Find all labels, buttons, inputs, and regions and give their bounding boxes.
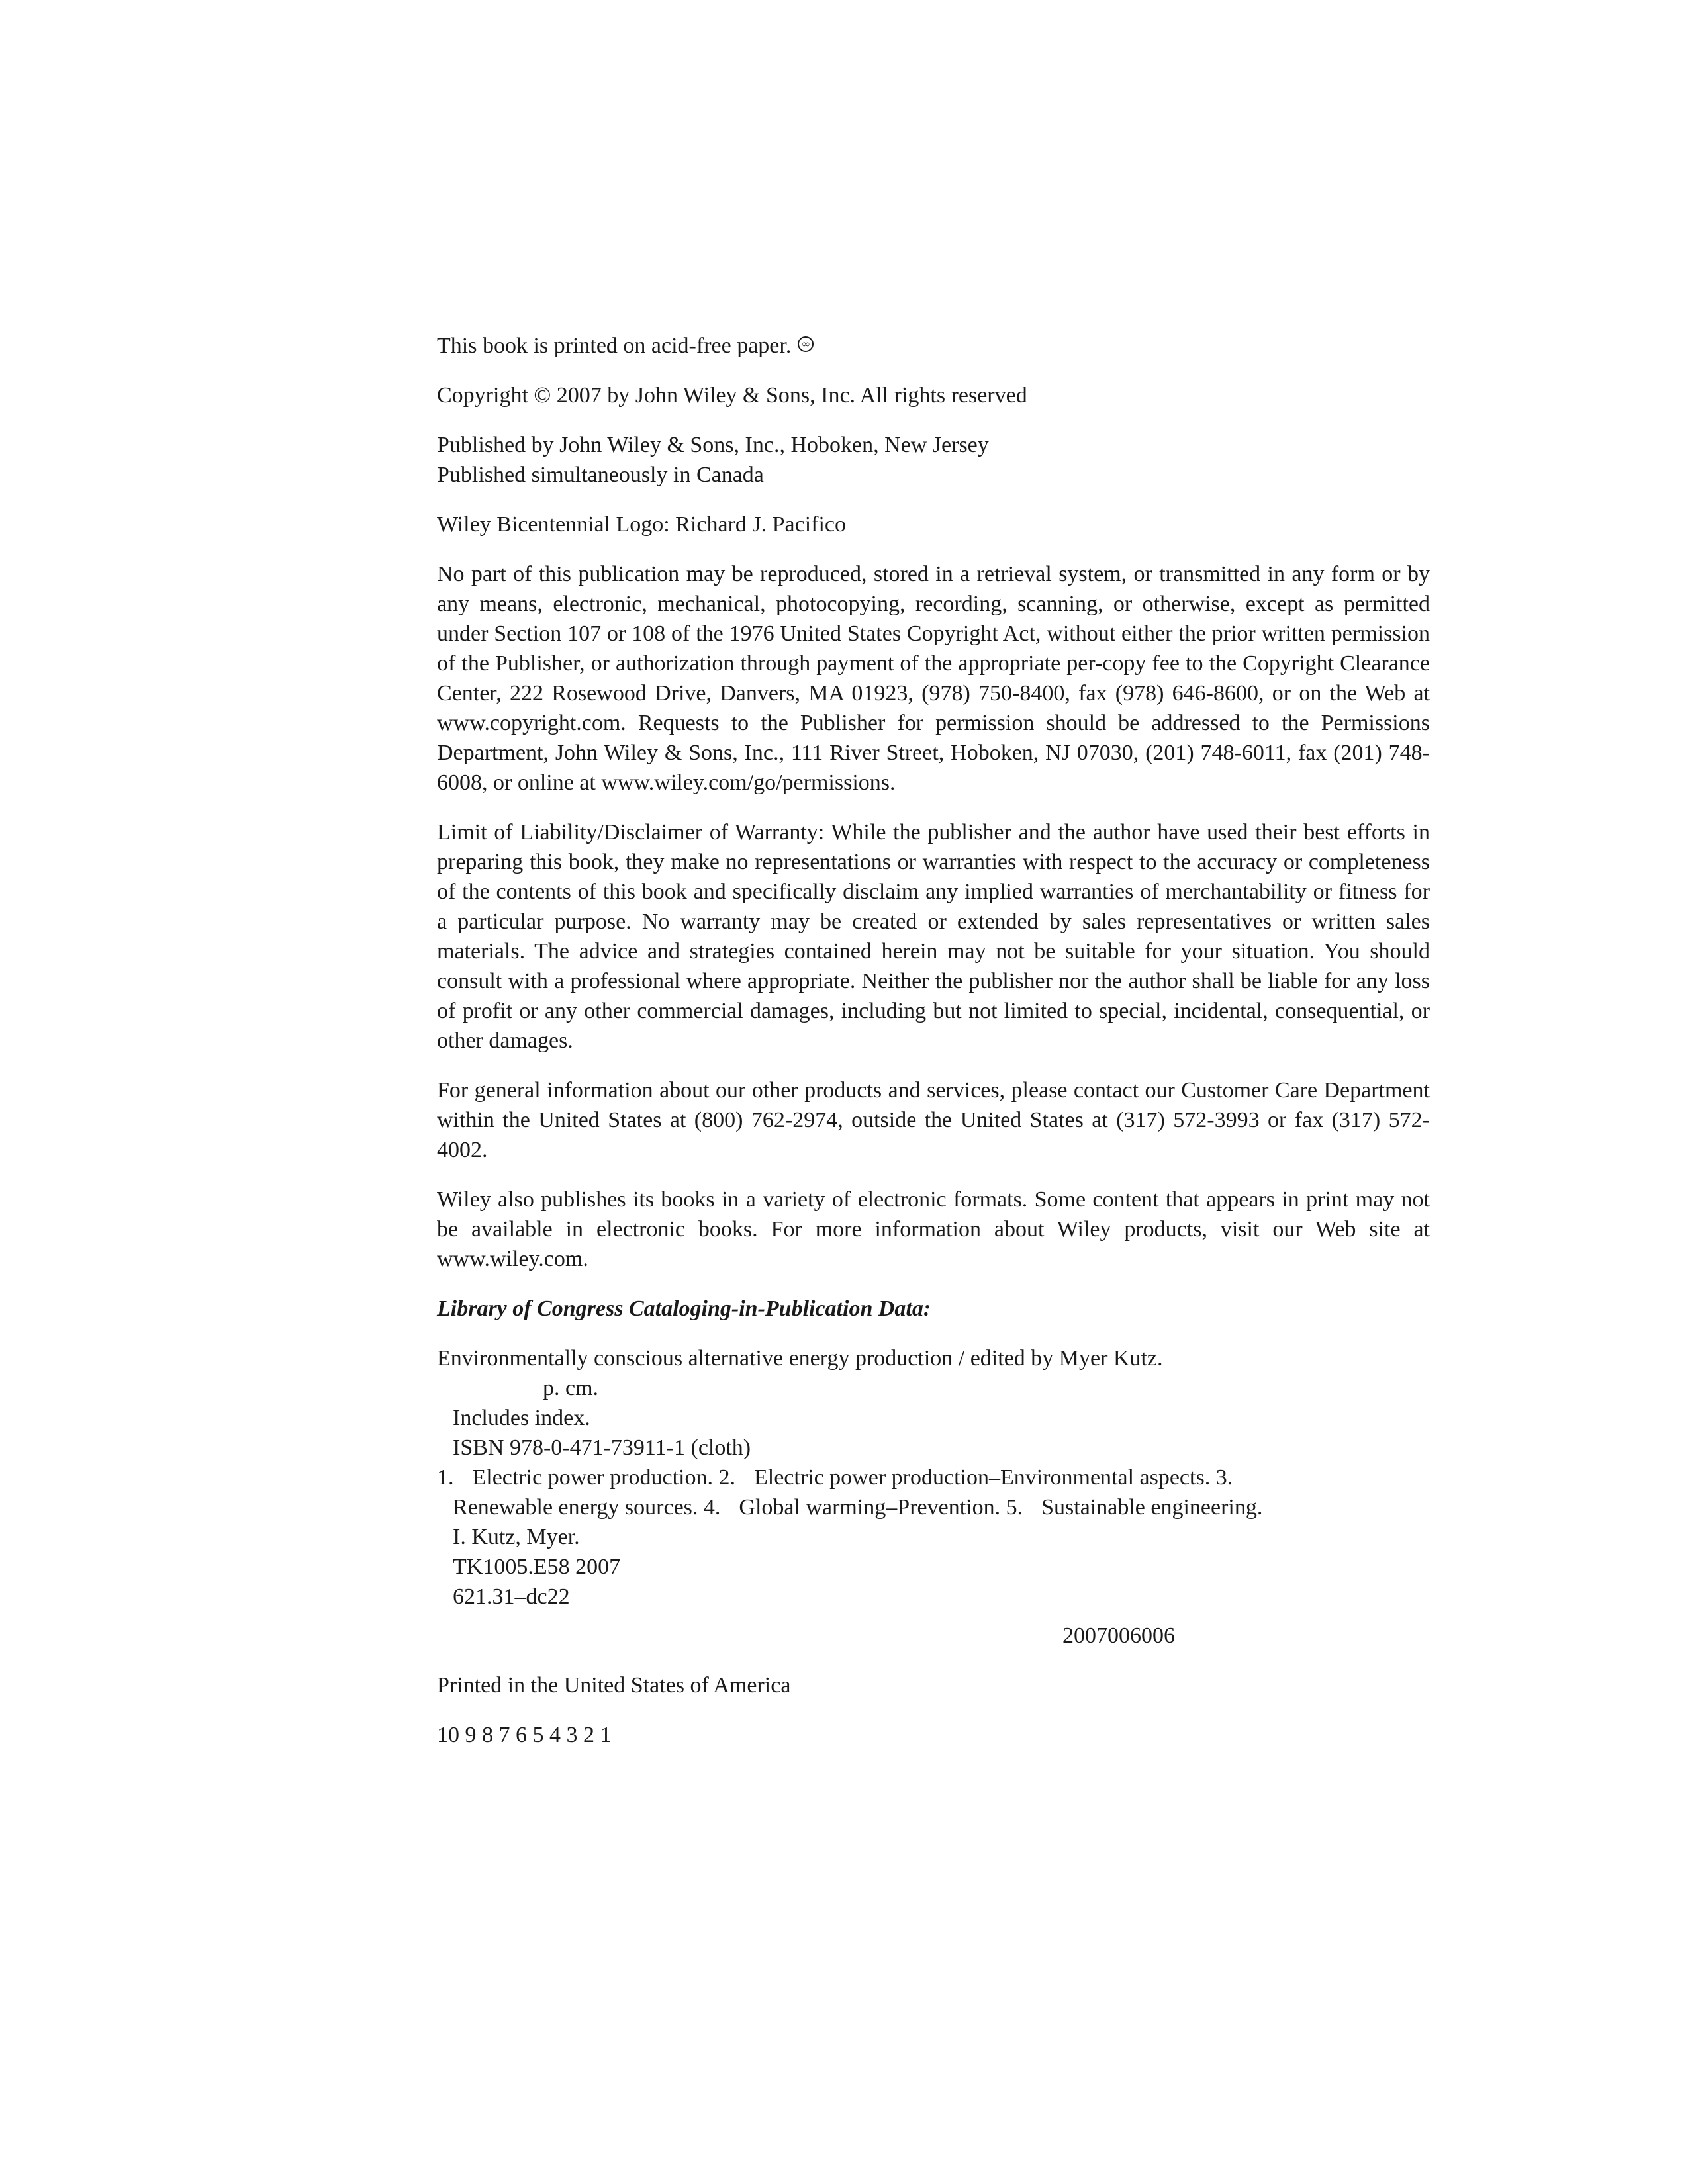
- subject-text: Electric power production.: [472, 1465, 713, 1490]
- liability-paragraph: Limit of Liability/Disclaimer of Warranty: While the publisher and the author have used their best efforts in preparing this book, they make no representations or warranties with respect to the accuracy or completeness of the contents of this book and specifically disclaim any implied warranties of merchantability or fitness for a particular purpose. No warranty may be created or extended by sales representatives or written sales materials. The advice and strategies contained herein may not be suitable for your situation. You should consult with a professional where appropriate. Neither the publisher nor the author shall be liable for any loss of profit or any other commercial damages, including but not limited to special, incidental, consequential, or other damages.: [437, 820, 1430, 1053]
- copyright-line: Copyright © 2007 by John Wiley & Sons, Inc. All rights reserved: [437, 383, 1027, 408]
- cip-lccn: 2007006006: [1062, 1623, 1175, 1648]
- cip-ddc: 621.31–dc22: [453, 1584, 570, 1609]
- subject-number: 1.: [437, 1465, 454, 1490]
- subject-text: Global warming–Prevention.: [739, 1495, 1001, 1520]
- cip-lcc: TK1005.E58 2007: [453, 1555, 621, 1579]
- subject-number: 5.: [1006, 1495, 1023, 1520]
- logo-credit: Wiley Bicentennial Logo: Richard J. Pacifico: [437, 512, 847, 537]
- electronic-formats-paragraph: Wiley also publishes its books in a variety of electronic formats. Some content that appears in print may not be available in electronic books. For more information about Wiley products, visit our Web site at www.wiley.com.: [437, 1187, 1430, 1271]
- subject-number: 2.: [718, 1465, 735, 1490]
- cip-block: [437, 1343, 1430, 1651]
- cip-editor: I. Kutz, Myer.: [453, 1525, 580, 1549]
- printed-in: Printed in the United States of America: [437, 1673, 791, 1698]
- cip-subjects-line-2: [437, 1492, 1430, 1522]
- printing-line: 10 9 8 7 6 5 4 3 2 1: [437, 1723, 612, 1747]
- cip-isbn: ISBN 978-0-471-73911-1 (cloth): [453, 1435, 751, 1460]
- subject-number: 4.: [703, 1495, 721, 1520]
- general-info-paragraph: For general information about our other products and services, please contact our Customer Care Department within the United States at (800) 762-2974, outside the United States at (317) 572-3993 or fax (317) 572-4002.: [437, 1078, 1430, 1162]
- acid-free-notice: [437, 331, 1430, 361]
- published-line-2: Published simultaneously in Canada: [437, 463, 764, 487]
- cip-heading: Library of Congress Cataloging-in-Publication Data:: [437, 1297, 931, 1321]
- rights-paragraph: No part of this publication may be reproduced, stored in a retrieval system, or transmitted in any form or by any means, electronic, mechanical, photocopying, recording, scanning, or otherwise, except as permitted under Section 107 or 108 of the 1976 United States Copyright Act, without either the prior written permission of the Publisher, or authorization through payment of the appropriate per-copy fee to the Copyright Clearance Center, 222 Rosewood Drive, Danvers, MA 01923, (978) 750-8400, fax (978) 646-8600, or on the Web at www.copyright.com. Requests to the Publisher for permission should be addressed to the Permissions Department, John Wiley & Sons, Inc., 111 River Street, Hoboken, NJ 07030, (201) 748-6011, fax (201) 748-6008, or online at www.wiley.com/go/permissions.: [437, 562, 1430, 795]
- subject-text: Electric power production–Environmental aspects.: [753, 1465, 1211, 1490]
- cip-subjects-line-1: [437, 1463, 1430, 1492]
- published-block: [437, 430, 1430, 490]
- subject-text: Sustainable engineering.: [1041, 1495, 1263, 1520]
- subject-number: 3.: [1215, 1465, 1233, 1490]
- cip-pcm: p. cm.: [543, 1376, 599, 1400]
- copyright-page: [437, 331, 1430, 1770]
- acid-free-text: This book is printed on acid-free paper.: [437, 334, 792, 358]
- infinity-paper-icon: ∞: [798, 336, 814, 352]
- cip-title-line: Environmentally conscious alternative energy production / edited by Myer Kutz.: [437, 1346, 1163, 1371]
- published-line-1: Published by John Wiley & Sons, Inc., Hoboken, New Jersey: [437, 433, 989, 457]
- subject-text: Renewable energy sources.: [453, 1495, 698, 1520]
- cip-index: Includes index.: [453, 1406, 590, 1430]
